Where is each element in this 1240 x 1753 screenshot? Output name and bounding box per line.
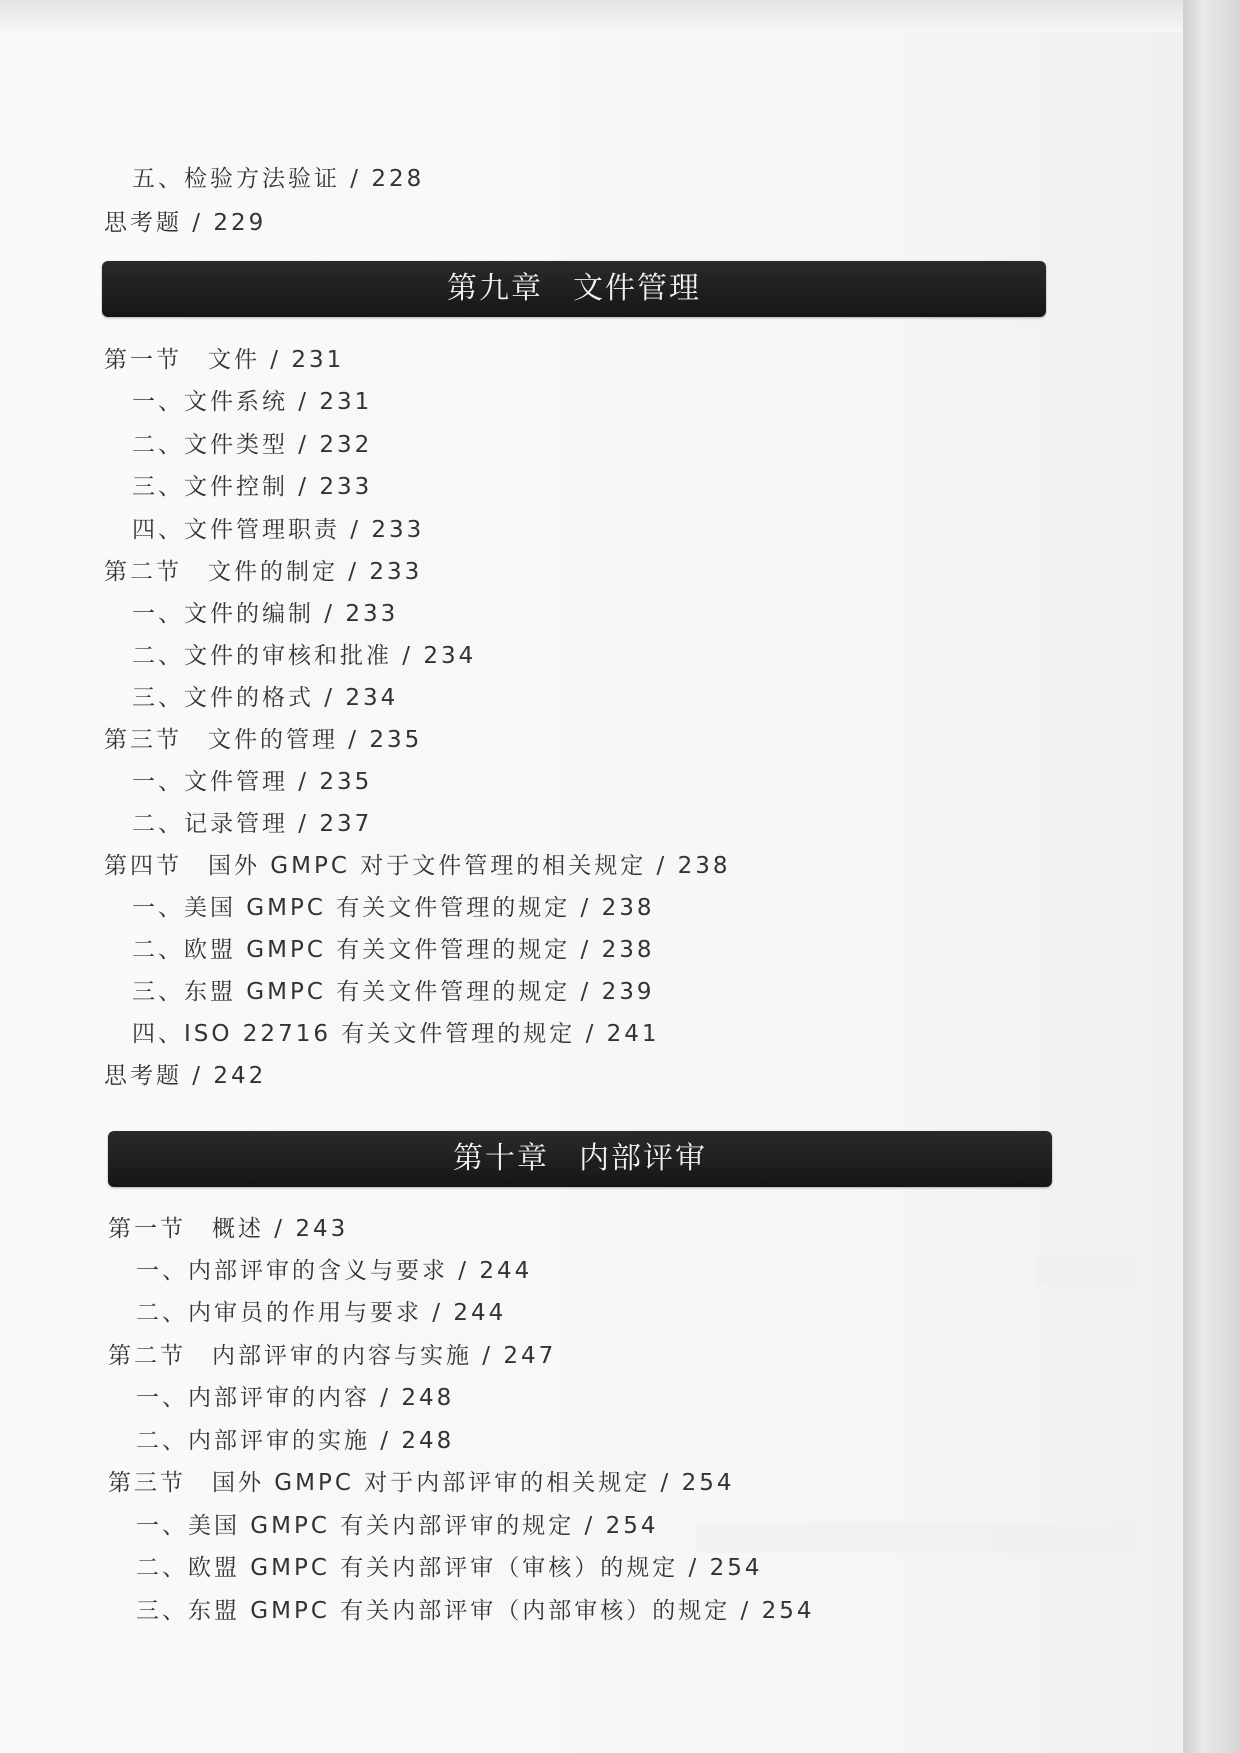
subsection-entry[interactable]: 二、内审员的作用与要求 / 244 — [136, 1300, 507, 1326]
subsection-entry[interactable]: 二、记录管理 / 237 — [132, 811, 373, 837]
bleed-through-shade — [1036, 1256, 1136, 1286]
chapter-9-heading[interactable] — [102, 261, 1046, 317]
chapter-title: 文件管理 — [573, 271, 701, 306]
subsection-entry[interactable]: 四、ISO 22716 有关文件管理的规定 / 241 — [132, 1021, 660, 1047]
subsection-entry[interactable]: 一、美国 GMPC 有关内部评审的规定 / 254 — [136, 1513, 659, 1539]
subsection-entry[interactable]: 三、文件控制 / 233 — [132, 474, 373, 500]
subsection-entry[interactable]: 二、欧盟 GMPC 有关文件管理的规定 / 238 — [132, 937, 655, 963]
toc-page — [36, 30, 1186, 1753]
chapter-10-heading[interactable] — [108, 1131, 1052, 1187]
subsection-entry[interactable]: 三、东盟 GMPC 有关文件管理的规定 / 239 — [132, 979, 655, 1005]
section-entry[interactable]: 第三节 文件的管理 / 235 — [104, 727, 423, 753]
subsection-entry[interactable]: 三、文件的格式 / 234 — [132, 685, 399, 711]
section-entry[interactable]: 第三节 国外 GMPC 对于内部评审的相关规定 / 254 — [108, 1470, 735, 1496]
chapter-number: 第十章 — [453, 1141, 549, 1176]
toc-entry[interactable]: 思考题 / 229 — [104, 210, 267, 236]
section-entry[interactable]: 第二节 文件的制定 / 233 — [104, 559, 423, 585]
subsection-entry[interactable]: 一、内部评审的含义与要求 / 244 — [136, 1258, 533, 1284]
subsection-entry[interactable]: 四、文件管理职责 / 233 — [132, 517, 425, 543]
subsection-entry[interactable]: 一、文件的编制 / 233 — [132, 601, 399, 627]
subsection-entry[interactable]: 二、欧盟 GMPC 有关内部评审（审核）的规定 / 254 — [136, 1555, 763, 1581]
section-entry[interactable]: 第一节 文件 / 231 — [104, 347, 345, 373]
chapter-number: 第九章 — [447, 271, 543, 306]
section-entry[interactable]: 第一节 概述 / 243 — [108, 1216, 349, 1242]
subsection-entry[interactable]: 三、东盟 GMPC 有关内部评审（内部审核）的规定 / 254 — [136, 1598, 815, 1624]
toc-entry[interactable]: 思考题 / 242 — [104, 1063, 267, 1089]
toc-entry[interactable]: 五、检验方法验证 / 228 — [132, 166, 425, 192]
subsection-entry[interactable]: 一、内部评审的内容 / 248 — [136, 1385, 455, 1411]
subsection-entry[interactable]: 一、文件管理 / 235 — [132, 769, 373, 795]
page-top-shadow — [0, 0, 1240, 32]
subsection-entry[interactable]: 二、文件的审核和批准 / 234 — [132, 643, 477, 669]
subsection-entry[interactable]: 二、内部评审的实施 / 248 — [136, 1428, 455, 1454]
subsection-entry[interactable]: 二、文件类型 / 232 — [132, 432, 373, 458]
page-right-edge — [1183, 0, 1240, 1753]
section-entry[interactable]: 第四节 国外 GMPC 对于文件管理的相关规定 / 238 — [104, 853, 731, 879]
chapter-title: 内部评审 — [579, 1141, 707, 1176]
subsection-entry[interactable]: 一、文件系统 / 231 — [132, 389, 373, 415]
subsection-entry[interactable]: 一、美国 GMPC 有关文件管理的规定 / 238 — [132, 895, 655, 921]
section-entry[interactable]: 第二节 内部评审的内容与实施 / 247 — [108, 1343, 557, 1369]
bleed-through-shade — [696, 1523, 1136, 1553]
